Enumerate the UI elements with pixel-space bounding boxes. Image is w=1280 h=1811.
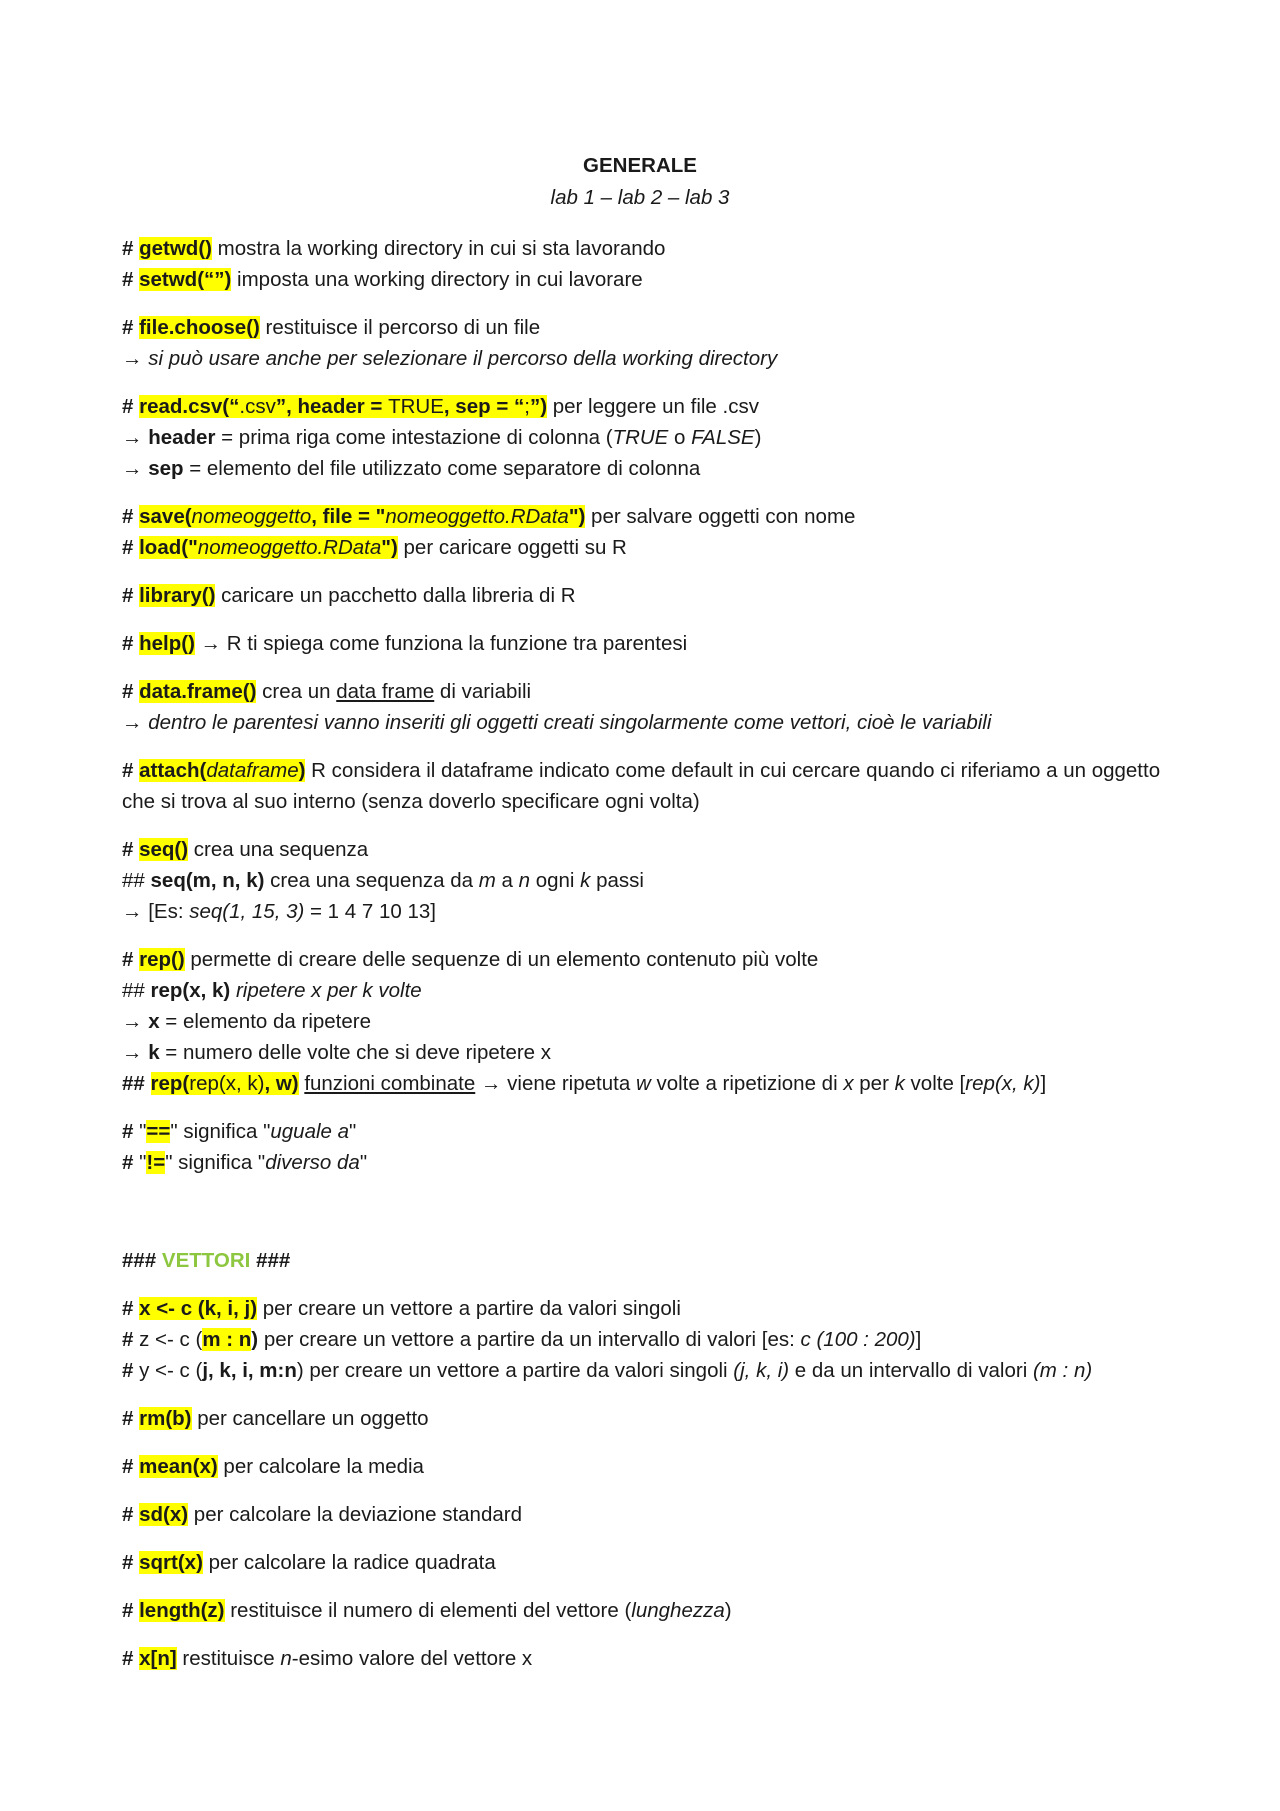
note-x-index <box>122 1643 1172 1674</box>
note-sqrt <box>122 1547 1172 1578</box>
arrow-icon: → <box>200 632 222 655</box>
function-name: rep(rep(x, k), w) <box>150 1072 299 1095</box>
note-line: # sd(x) per calcolare la deviazione standard <box>122 1503 522 1526</box>
note-line: # save(nomeoggetto, file = "nomeoggetto.RData") per salvare oggetti con nome <box>122 505 856 528</box>
operator: != <box>146 1151 166 1174</box>
function-name: seq() <box>139 838 189 861</box>
note-vector-create <box>122 1293 1172 1386</box>
note-line: # sqrt(x) per calcolare la radice quadrata <box>122 1551 496 1574</box>
note-line: # mean(x) per calcolare la media <box>122 1455 424 1478</box>
note-file-choose <box>122 312 1172 374</box>
arrow-icon: → <box>122 900 143 923</box>
note-line: # seq() crea una sequenza <box>122 838 369 861</box>
note-line: ## seq(m, n, k) crea una sequenza da m a n ogni k passi <box>122 869 644 892</box>
note-line: → sep = elemento del file utilizzato come separatore di colonna <box>122 457 701 480</box>
function-name: x[n] <box>139 1647 177 1670</box>
function-name: setwd(“”) <box>139 268 232 291</box>
note-save-load <box>122 501 1172 563</box>
arrow-icon: → <box>122 711 143 734</box>
note-line: # read.csv(“.csv”, header = TRUE, sep = “;”) per leggere un file .csv <box>122 395 759 418</box>
note-line: ## rep(x, k) ripetere x per k volte <box>122 979 422 1002</box>
arrow-icon: → <box>122 1041 143 1064</box>
note-line: # y <- c (j, k, i, m:n) per creare un vettore a partire da valori singoli (j, k, i) e da un intervallo di valori (m : n) <box>122 1359 1093 1382</box>
note-read-csv <box>122 391 1172 484</box>
function-name: attach(dataframe) <box>139 759 306 782</box>
note-line: ## rep(rep(x, k), w) funzioni combinate → viene ripetuta w volte a ripetizione di x per k volte [rep(x, k)] <box>122 1072 1047 1095</box>
note-line: # help() → R ti spiega come funziona la funzione tra parentesi <box>122 632 688 655</box>
note-line: → si può usare anche per selezionare il percorso della working directory <box>122 347 778 370</box>
note-line: → header = prima riga come intestazione di colonna (TRUE o FALSE) <box>122 426 762 449</box>
page-subtitle: lab 1 – lab 2 – lab 3 <box>550 186 730 209</box>
arrow-icon: → <box>122 457 143 480</box>
note-length <box>122 1595 1172 1626</box>
function-name: rm(b) <box>139 1407 192 1430</box>
function-name: mean(x) <box>139 1455 218 1478</box>
function-name: help() <box>139 632 195 655</box>
note-seq <box>122 834 1172 927</box>
note-line: # "==" significa "uguale a" <box>122 1120 357 1143</box>
function-name: library() <box>139 584 216 607</box>
note-line: → k = numero delle volte che si deve ripetere x <box>122 1041 552 1064</box>
note-line: → [Es: seq(1, 15, 3) = 1 4 7 10 13] <box>122 900 436 923</box>
note-line: # rm(b) per cancellare un oggetto <box>122 1407 429 1430</box>
note-line: # setwd(“”) imposta una working directory in cui lavorare <box>122 268 643 291</box>
operator: == <box>146 1120 171 1143</box>
note-line: # length(z) restituisce il numero di elementi del vettore (lunghezza) <box>122 1599 732 1622</box>
note-line: # x <- c (k, i, j) per creare un vettore a partire da valori singoli <box>122 1297 681 1320</box>
function-name: rep() <box>139 948 185 971</box>
page-title: GENERALE <box>583 154 697 177</box>
note-sd <box>122 1499 1172 1530</box>
note-attach <box>122 755 1172 817</box>
note-line: # x[n] restituisce n-esimo valore del vettore x <box>122 1647 533 1670</box>
function-name: load("nomeoggetto.RData") <box>139 536 398 559</box>
note-rep <box>122 944 1172 1099</box>
arrow-icon: → <box>480 1072 502 1095</box>
note-line: → x = elemento da ripetere <box>122 1010 372 1033</box>
note-operators <box>122 1116 1172 1178</box>
function-name: sd(x) <box>139 1503 189 1526</box>
function-name: data.frame() <box>139 680 257 703</box>
note-library <box>122 580 1172 611</box>
function-name: save(nomeoggetto, file = "nomeoggetto.RData") <box>139 505 586 528</box>
note-rm <box>122 1403 1172 1434</box>
function-name: file.choose() <box>139 316 260 339</box>
note-line: # load("nomeoggetto.RData") per caricare oggetti su R <box>122 536 627 559</box>
note-mean <box>122 1451 1172 1482</box>
arrow-icon: → <box>122 426 143 449</box>
function-name: x <- c (k, i, j) <box>139 1297 258 1320</box>
arrow-icon: → <box>122 1010 143 1033</box>
note-line: # library() caricare un pacchetto dalla libreria di R <box>122 584 576 607</box>
note-line: # z <- c (m : n) per creare un vettore a partire da un intervallo di valori [es: c (100 : 200)] <box>122 1328 922 1351</box>
function-name: read.csv(“.csv”, header = TRUE, sep = “;”) <box>139 395 548 418</box>
function-name: sqrt(x) <box>139 1551 203 1574</box>
note-line: # "!=" significa "diverso da" <box>122 1151 368 1174</box>
note-line: # attach(dataframe) R considera il dataframe indicato come default in cui cercare quando ci riferiamo a un oggetto che si trova al suo interno (senza doverlo specificare ogni volta) <box>122 759 1161 813</box>
section-heading-vettori <box>122 1245 1172 1276</box>
note-line: → dentro le parentesi vanno inseriti gli oggetti creati singolarmente come vettori, cioè le variabili <box>122 711 992 734</box>
function-name: getwd() <box>139 237 212 260</box>
note-getwd-setwd <box>122 233 1172 295</box>
note-help <box>122 628 1172 659</box>
note-data-frame <box>122 676 1172 738</box>
section-title: ### VETTORI ### <box>122 1249 291 1272</box>
note-line: # rep() permette di creare delle sequenze di un elemento contenuto più volte <box>122 948 819 971</box>
spacer <box>122 1195 1172 1245</box>
function-name: length(z) <box>139 1599 225 1622</box>
note-line: # getwd() mostra la working directory in cui si sta lavorando <box>122 237 666 260</box>
note-line: # file.choose() restituisce il percorso di un file <box>122 316 541 339</box>
notes-content <box>122 233 1172 1691</box>
note-line: # data.frame() crea un data frame di variabili <box>122 680 532 703</box>
arrow-icon: → <box>122 347 143 370</box>
